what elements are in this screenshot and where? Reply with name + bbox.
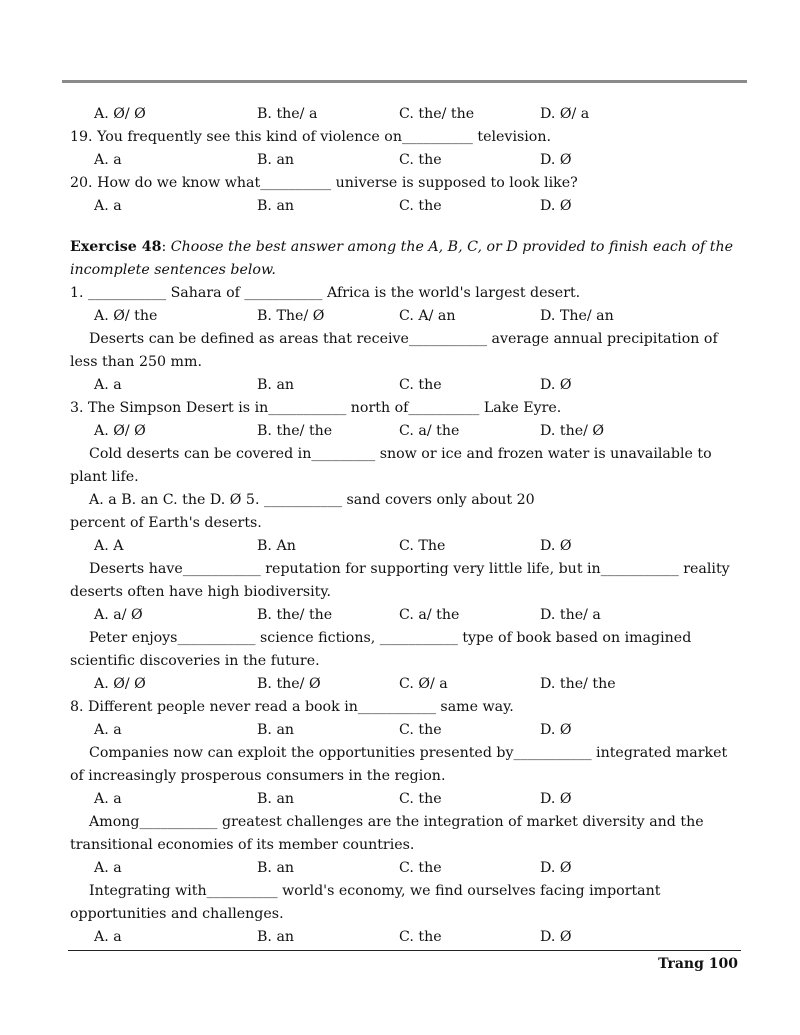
question-text: of increasingly prosperous consumers in the region.: [70, 768, 446, 784]
option-a: A. a: [94, 791, 122, 807]
header-rule: [62, 80, 747, 83]
option-a: A. a: [94, 198, 122, 214]
option-c: C. The: [399, 538, 446, 554]
option-d: D. the/ a: [540, 607, 601, 623]
answer-options: [70, 604, 740, 627]
option-c: C. a/ the: [399, 607, 460, 623]
question-text: 19. You frequently see this kind of violence on__________ television.: [70, 129, 551, 145]
option-c: C. the/ the: [399, 106, 475, 122]
option-d: D. The/ an: [540, 308, 614, 324]
option-b: B. an: [257, 791, 295, 807]
exercise-instructions-cont: incomplete sentences below.: [70, 262, 276, 278]
option-d: D. Ø: [540, 198, 572, 214]
option-a: A. a: [94, 152, 122, 168]
answer-options: [70, 420, 740, 443]
option-d: D. Ø: [540, 722, 572, 738]
question-text: Cold deserts can be covered in_________ snow or ice and frozen water is unavailable to: [89, 446, 712, 462]
answer-options: [70, 195, 740, 218]
option-b: B. the/ a: [257, 106, 318, 122]
answer-options: [70, 535, 740, 558]
option-b: B. The/ Ø: [257, 308, 325, 324]
answer-options: [70, 149, 740, 172]
question-text: plant life.: [70, 469, 139, 485]
option-d: D. Ø: [540, 538, 572, 554]
answer-options: [70, 857, 740, 880]
question-text: A. a B. an C. the D. Ø 5. ___________ sand covers only about 20: [89, 492, 535, 508]
question-text: scientific discoveries in the future.: [70, 653, 320, 669]
question-text: Among___________ greatest challenges are the integration of market diversity and the: [89, 814, 704, 830]
option-b: B. an: [257, 377, 295, 393]
worksheet-content: [70, 103, 740, 949]
question-text: percent of Earth's deserts.: [70, 515, 262, 531]
answer-options: [70, 673, 740, 696]
question-text: 1. ___________ Sahara of ___________ Africa is the world's largest desert.: [70, 285, 581, 301]
question-text: 3. The Simpson Desert is in___________ north of__________ Lake Eyre.: [70, 400, 562, 416]
question-text: less than 250 mm.: [70, 354, 202, 370]
option-d: D. the/ Ø: [540, 423, 605, 439]
answer-options: [70, 374, 740, 397]
option-b: B. An: [257, 538, 296, 554]
option-c: C. the: [399, 929, 442, 945]
exercise-title: Exercise 48: [70, 239, 162, 255]
option-a: A. a: [94, 722, 122, 738]
option-d: D. the/ the: [540, 676, 616, 692]
option-c: C. Ø/ a: [399, 676, 448, 692]
option-d: D. Ø: [540, 791, 572, 807]
option-a: A. a: [94, 377, 122, 393]
option-b: B. an: [257, 860, 295, 876]
question-text: deserts often have high biodiversity.: [70, 584, 332, 600]
option-a: A. Ø/ the: [94, 308, 158, 324]
option-c: C. the: [399, 722, 442, 738]
answer-options: [70, 103, 740, 126]
question-text: 20. How do we know what__________ universe is supposed to look like?: [70, 175, 578, 191]
option-a: A. a: [94, 929, 122, 945]
option-b: B. an: [257, 198, 295, 214]
question-text: Peter enjoys___________ science fictions, ___________ type of book based on imagined: [89, 630, 692, 646]
question-text: Deserts can be defined as areas that receive___________ average annual precipitation of: [89, 331, 718, 347]
option-b: B. the/ Ø: [257, 676, 321, 692]
option-c: C. the: [399, 377, 442, 393]
answer-options: [70, 719, 740, 742]
question-text: transitional economies of its member countries.: [70, 837, 415, 853]
option-c: C. the: [399, 198, 442, 214]
option-a: A. a/ Ø: [94, 607, 143, 623]
option-a: A. a: [94, 860, 122, 876]
option-a: A. Ø/ Ø: [94, 676, 146, 692]
option-c: C. a/ the: [399, 423, 460, 439]
option-a: A. A: [94, 538, 124, 554]
option-a: A. Ø/ Ø: [94, 423, 146, 439]
footer-rule: [68, 950, 741, 951]
option-a: A. Ø/ Ø: [94, 106, 146, 122]
option-d: D. Ø: [540, 929, 572, 945]
question-text: opportunities and challenges.: [70, 906, 284, 922]
question-text: 8. Different people never read a book in___________ same way.: [70, 699, 514, 715]
answer-options: [70, 926, 740, 949]
exercise-separator: :: [161, 239, 171, 255]
option-c: C. the: [399, 860, 442, 876]
option-d: D. Ø: [540, 152, 572, 168]
spacer: [70, 218, 740, 236]
question-text: Deserts have___________ reputation for supporting very little life, but in___________ reality: [89, 561, 730, 577]
question-text: Integrating with__________ world's economy, we find ourselves facing important: [89, 883, 661, 899]
option-b: B. an: [257, 152, 295, 168]
option-c: C. the: [399, 152, 442, 168]
option-d: D. Ø/ a: [540, 106, 590, 122]
exercise-heading: [70, 236, 740, 259]
answer-options: [70, 788, 740, 811]
option-d: D. Ø: [540, 377, 572, 393]
option-b: B. an: [257, 722, 295, 738]
option-c: C. the: [399, 791, 442, 807]
answer-options: [70, 305, 740, 328]
option-b: B. the/ the: [257, 423, 333, 439]
exercise-instructions: Choose the best answer among the A, B, C, or D provided to finish each of the: [170, 239, 734, 255]
page-number: Trang 100: [658, 956, 738, 972]
option-d: D. Ø: [540, 860, 572, 876]
option-c: C. A/ an: [399, 308, 456, 324]
option-b: B. an: [257, 929, 295, 945]
option-b: B. the/ the: [257, 607, 333, 623]
question-text: Companies now can exploit the opportunities presented by___________ integrated market: [89, 745, 728, 761]
